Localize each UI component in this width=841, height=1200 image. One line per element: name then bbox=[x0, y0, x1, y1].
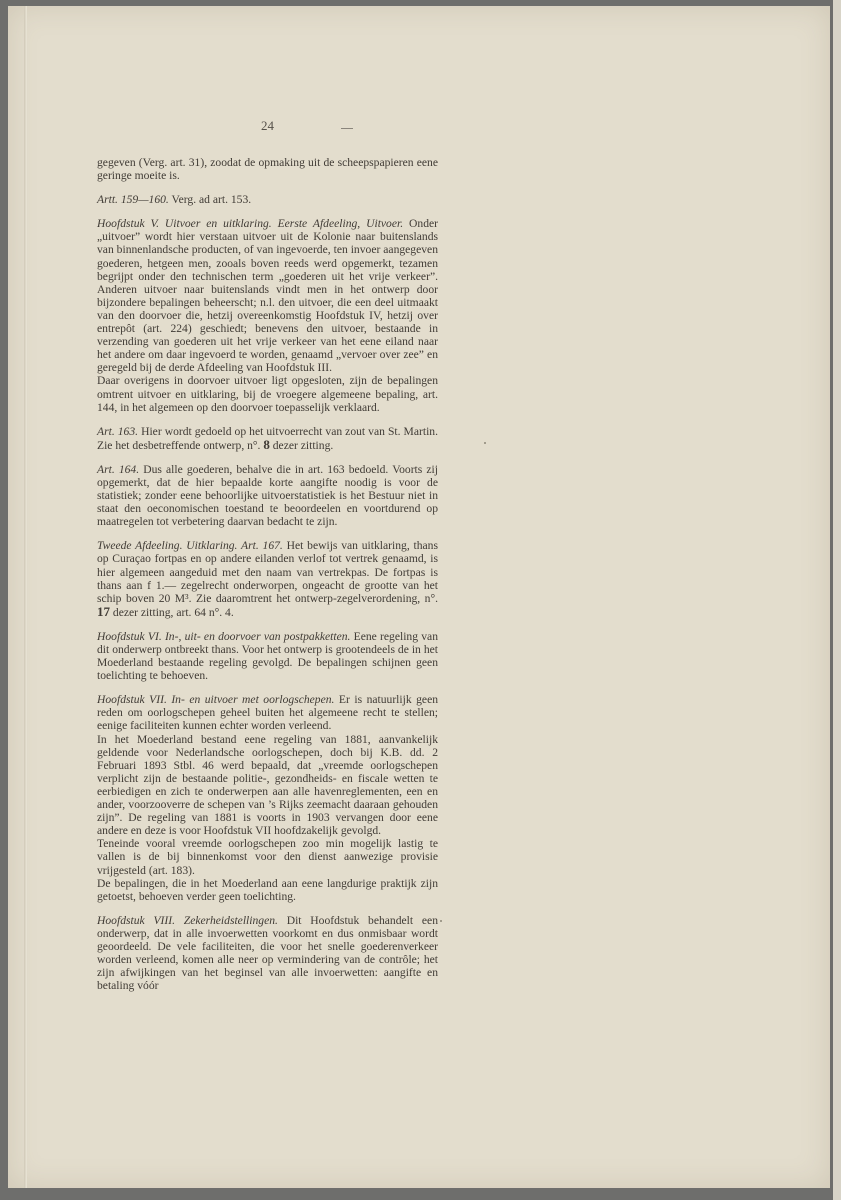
paragraph-7: Tweede Afdeeling. Uitklaring. Art. 167. Het bewijs van uitklaring, thans op Curaçao fortpas en op andere eilanden verlof tot vertrek genaamd, is hier algemeen aangeduid met den naam van vertrekpas. De fortpas is thans aan f 1.— zegelrecht onderworpen, ongeacht de grootte van het schip boven 20 M³. Zie daaromtrent het ontwerp-zegelverordening, n°. 17 dezer zitting, art. 64 n°. 4. bbox=[97, 539, 438, 619]
document-page bbox=[8, 6, 830, 1188]
paragraph-heading: Tweede Afdeeling. Uitklaring. Art. 167. bbox=[97, 539, 283, 553]
paragraph-heading: Hoofdstuk VII. In- en uitvoer met oorlogschepen. bbox=[97, 693, 335, 707]
page-number: 24 bbox=[261, 118, 274, 133]
paragraph-4: Daar overigens in doorvoer uitvoer ligt opgesloten, zijn de bepalingen omtrent uitvoer en uitklaring, bij de vroegere algemeene bepaling, art. 144, in het algemeen op den doorvoer toepasselijk verklaard. bbox=[97, 374, 438, 414]
paragraph-1: gegeven (Verg. art. 31), zoodat de opmaking uit de scheepspapieren eene geringe moeite is. bbox=[97, 156, 438, 183]
paper-speck bbox=[440, 920, 442, 922]
paragraph-heading: Hoofdstuk VI. In-, uit- en doorvoer van postpakketten. bbox=[97, 629, 351, 643]
paragraph-5: Art. 163. Hier wordt gedoeld op het uitvoerrecht van zout van St. Martin. Zie het desbetreffende ontwerp, n°. 8 dezer zitting. bbox=[97, 424, 438, 452]
page-fold bbox=[24, 6, 27, 1188]
paragraph-heading: Art. 163. bbox=[97, 424, 139, 438]
paragraph-9: Hoofdstuk VII. In- en uitvoer met oorlogschepen. Er is natuurlijk geen reden om oorlogschepen geheel buiten het algemeene recht te stellen; eenige faciliteiten kunnen echter worden verleend. bbox=[97, 693, 439, 733]
body-text bbox=[97, 156, 438, 992]
paragraph-2: Artt. 159—160. Verg. ad art. 153. bbox=[97, 193, 252, 207]
paragraph-heading: Hoofdstuk V. Uitvoer en uitklaring. Eerste Afdeeling, Uitvoer. bbox=[97, 217, 404, 231]
scan-edge bbox=[833, 0, 841, 1200]
paragraph-10: In het Moederland bestand eene regeling van 1881, aanvankelijk geldende voor Nederlandsche oorlogschepen, doch bij K.B. dd. 2 Februari 1893 Stbl. 46 werd bepaald, dat „vreemde oorlogschepen verplicht zijn de bestaande politie-, gezondheids- en fiscale wetten te eerbiedigen en zich te onderwerpen aan alle havenreglementen, een en ander, voorzooverre de schepen van ’s Rijks zeemacht daaraan gehouden zijn”. De regeling van 1881 is voorts in 1903 vervangen door eene andere en deze is voor Hoofdstuk VII hoofdzakelijk gevolgd. bbox=[97, 732, 438, 838]
paragraph-3: Hoofdstuk V. Uitvoer en uitklaring. Eerste Afdeeling, Uitvoer. Onder „uitvoer” wordt hier verstaan uitvoer uit de Kolonie naar buitenslands van binnenlandsche producten, of van ingevoerde, ten invoer aangegeven goederen, hetgeen men, zooals boven reeds werd opgemerkt, tezamen begrijpt onder den technischen term „goederen uit het vrije verkeer”. Anderen uitvoer naar buitenslands vindt men in het ontwerp door bijzondere bepalingen beheerscht; n.l. den uitvoer, die een deel uitmaakt van den doorvoer die, hetzij overeenkomstig Hoofdstuk IV, hetzij over entrepôt (art. 224) geschiedt; benevens den uitvoer, bestaande in verzending van goederen uit het vrije verkeer van het eene eiland naar het andere om daar ingevoerd te worden, genaamd „vervoer over zee” en geregeld bij de derde Afdeeling van Hoofdstuk III. bbox=[97, 217, 439, 375]
paragraph-heading: Artt. 159—160. bbox=[97, 193, 169, 207]
paragraph-6: Art. 164. Dus alle goederen, behalve die in art. 163 bedoeld. Voorts zij opgemerkt, dat de hier bepaalde korte aangifte noodig is voor de statistiek; zonder eene behoorlijke uitvoerstatistiek is het Bestuur niet in staat den oeconomischen toestand te beoordeelen en voortdurend op maatregelen tot verbetering daarvan bedacht te zijn. bbox=[97, 462, 438, 529]
header-dash bbox=[341, 128, 353, 129]
paragraph-8: Hoofdstuk VI. In-, uit- en doorvoer van postpakketten. Eene regeling van dit onderwerp ontbreekt thans. Voor het ontwerp is grootendeels de in het Moederland bestaande regeling gevolgd. De bepalingen schijnen geen toelichting te behoeven. bbox=[97, 629, 438, 683]
paper-speck bbox=[484, 442, 486, 444]
paragraph-13: Hoofdstuk VIII. Zekerheidstellingen. Dit Hoofdstuk behandelt een onderwerp, dat in alle invoerwetten voorkomt en dus onmisbaar wordt geoordeeld. De vele faciliteiten, die voor het snelle goederenverkeer worden verleend, komen alle neer op vermindering van de contrôle; het zijn afwijkingen van het beginsel van alle invoerwetten: aangifte en betaling vóór bbox=[97, 913, 438, 993]
paragraph-heading: Hoofdstuk VIII. Zekerheidstellingen. bbox=[97, 913, 278, 927]
paragraph-12: De bepalingen, die in het Moederland aan eene langdurige praktijk zijn getoetst, behoeven verder geen toelichting. bbox=[97, 876, 438, 903]
paragraph-11: Teneinde vooral vreemde oorlogschepen zoo min mogelijk lastig te vallen is de bij binnenkomst voor den dienst aanwezige provisie vrijgesteld (art. 183). bbox=[97, 837, 438, 877]
paragraph-heading: Art. 164. bbox=[97, 462, 140, 476]
